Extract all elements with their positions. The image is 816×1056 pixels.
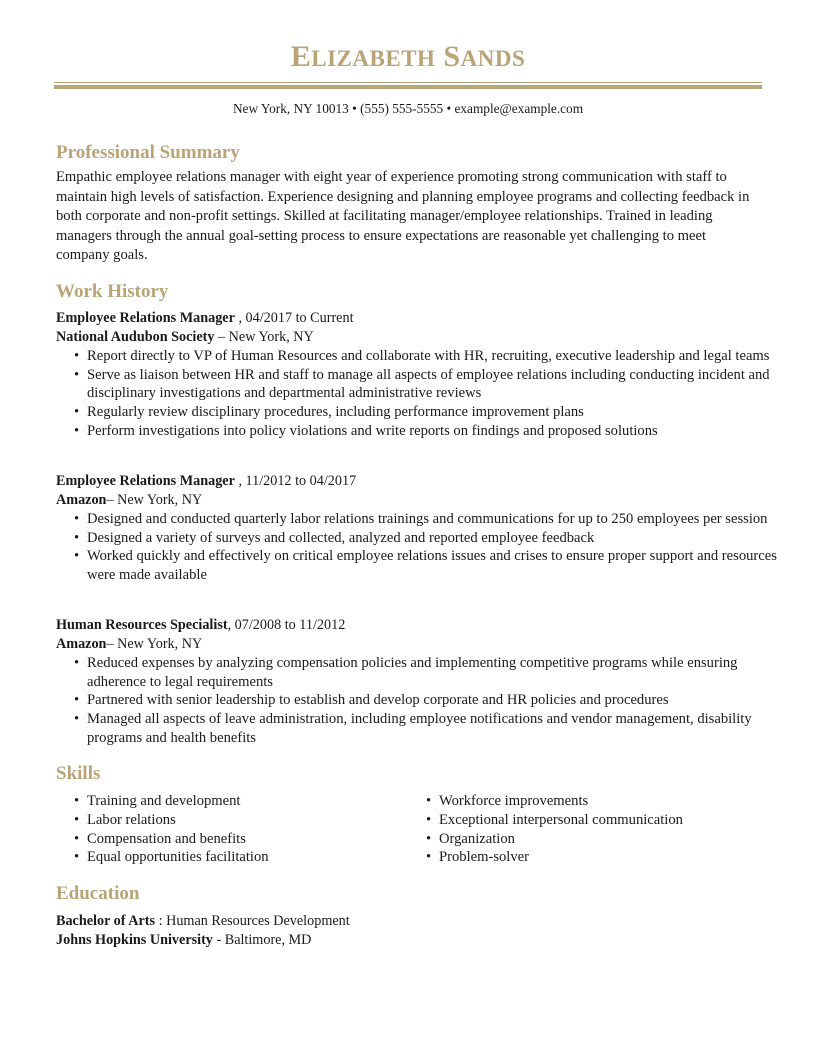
company-name: Amazon <box>56 635 107 652</box>
list-item: • Serve as liaison between HR and staff to manage all aspects of employee relations including conducting incident and disciplinary investigations and departmental administrative reviews <box>87 366 777 403</box>
section-title-summary: Professional Summary <box>56 142 240 163</box>
candidate-name: ELIZABETH SANDS <box>290 40 526 73</box>
skills-list-left <box>56 792 427 867</box>
school-name: Johns Hopkins University <box>56 932 213 948</box>
job-dates: , 11/2012 to 04/2017 <box>234 473 357 489</box>
skill-item: • Compensation and benefits <box>87 830 427 849</box>
skill-item: • Labor relations <box>87 811 427 830</box>
education-entry <box>56 912 350 950</box>
section-title-work-history: Work History <box>56 281 169 302</box>
job-location: – New York, NY <box>106 491 203 508</box>
header-divider-thin <box>54 82 762 83</box>
job-title: Human Resources Specialist <box>56 617 228 633</box>
skill-item: • Equal opportunities facilitation <box>87 848 427 867</box>
list-item: • Perform investigations into policy violations and write reports on findings and proposed solutions <box>87 422 777 441</box>
company-name: National Audubon Society <box>56 328 215 345</box>
job-2-header <box>56 472 756 509</box>
list-item: • Partnered with senior leadership to establish and develop corporate and HR policies and procedures <box>87 691 777 710</box>
school-location: - Baltimore, MD <box>212 932 312 948</box>
job-location: – New York, NY <box>106 635 203 652</box>
degree: Bachelor of Arts <box>56 913 156 929</box>
list-item: • Reduced expenses by analyzing compensation policies and implementing competitive programs while ensuring adherence to legal requirements <box>87 654 777 691</box>
section-title-skills: Skills <box>56 763 101 784</box>
contact-info: New York, NY 10013 • (555) 555-5555 • example@example.com <box>232 101 584 116</box>
job-2-bullets <box>56 510 777 585</box>
list-item: • Report directly to VP of Human Resources and collaborate with HR, recruiting, executive leadership and legal teams <box>87 347 777 366</box>
list-item: • Designed and conducted quarterly labor relations trainings and communications for up to 250 employees per session <box>87 510 777 529</box>
job-1-header <box>56 309 756 346</box>
skill-item: • Problem-solver <box>439 848 779 867</box>
list-item: • Designed a variety of surveys and collected, analyzed and reported employee feedback <box>87 529 777 548</box>
job-1-bullets <box>56 347 777 441</box>
header-divider-thick <box>54 85 762 89</box>
list-item: • Worked quickly and effectively on critical employee relations issues and crises to ensure proper support and resources were made available <box>87 547 777 584</box>
list-item: • Regularly review disciplinary procedures, including performance improvement plans <box>87 403 777 422</box>
skills-list-right <box>408 792 779 867</box>
list-item: • Managed all aspects of leave administration, including employee notifications and vendor management, disability programs and health benefits <box>87 710 777 747</box>
summary-text: Empathic employee relations manager with eight year of experience promoting strong communication with staff to maintain high levels of satisfaction. Experience designing and planning employee programs and collecting feedback in both corporate and non-profit settings. Skilled at facilitating manager/employee relationships. Trained in leading managers through the annual goal-setting process to ensure expectations are reasonable yet challenging to meet company goals. <box>56 169 750 264</box>
job-title: Employee Relations Manager <box>56 473 235 489</box>
field-of-study: : Human Resources Development <box>155 913 350 929</box>
skill-item: • Workforce improvements <box>439 792 779 811</box>
company-name: Amazon <box>56 491 107 508</box>
skill-item: • Exceptional interpersonal communication <box>439 811 779 830</box>
job-3-header <box>56 616 756 653</box>
skill-item: • Organization <box>439 830 779 849</box>
job-dates: , 04/2017 to Current <box>234 310 354 326</box>
section-title-education: Education <box>56 883 140 904</box>
job-dates: , 07/2008 to 11/2012 <box>227 617 346 633</box>
job-location: – New York, NY <box>214 328 314 345</box>
job-title: Employee Relations Manager <box>56 310 235 326</box>
job-3-bullets <box>56 654 777 748</box>
skill-item: • Training and development <box>87 792 427 811</box>
